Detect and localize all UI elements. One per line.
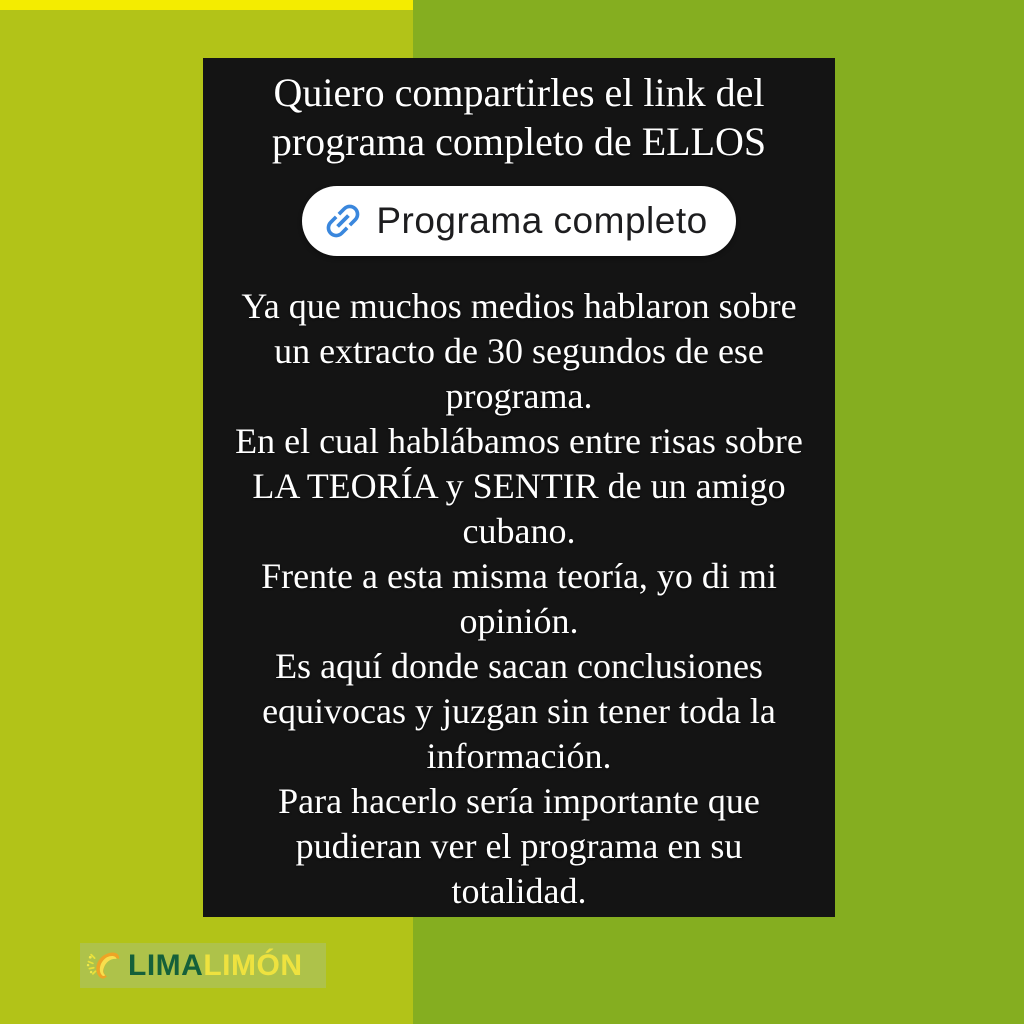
story-body-line: En el cual hablábamos entre risas sobre	[235, 421, 803, 461]
limalimon-logo	[80, 943, 326, 988]
story-body-line: equivocas y juzgan sin tener toda la	[262, 691, 776, 731]
programa-completo-link-button[interactable]	[302, 186, 735, 256]
logo-lima-label: LIMA	[128, 948, 204, 982]
intro-line: Quiero compartirles el link del	[273, 70, 765, 115]
link-icon	[311, 188, 376, 253]
story-body-line: programa.	[445, 376, 593, 416]
story-body-line: Es aquí donde sacan conclusiones	[275, 646, 763, 686]
story-body-line: LA TEORÍA y SENTIR de un amigo	[252, 466, 786, 506]
logo-text	[128, 949, 302, 983]
logo-limon-label: LIMÓN	[203, 948, 303, 982]
lemon-splash-icon	[84, 945, 128, 987]
story-body-line: cubano.	[462, 511, 576, 551]
story-body-line: totalidad.	[451, 871, 587, 911]
link-button-label: Programa completo	[376, 200, 708, 241]
top-yellow-strip	[0, 0, 413, 10]
story-body-line: Frente a esta misma teoría, yo di mi	[261, 556, 777, 596]
story-body-text	[203, 284, 835, 914]
story-text-card	[203, 58, 835, 917]
intro-text	[203, 68, 835, 166]
intro-line: programa completo de ELLOS	[271, 119, 767, 164]
story-body-line: opinión.	[459, 601, 579, 641]
story-body-line: un extracto de 30 segundos de ese	[274, 331, 764, 371]
story-body-line: Ya que muchos medios hablaron sobre	[241, 286, 797, 326]
story-body-line: información.	[426, 736, 612, 776]
story-body-line: pudieran ver el programa en su	[295, 826, 743, 866]
story-body-line: Para hacerlo sería importante que	[278, 781, 760, 821]
link-button-row	[203, 186, 835, 256]
